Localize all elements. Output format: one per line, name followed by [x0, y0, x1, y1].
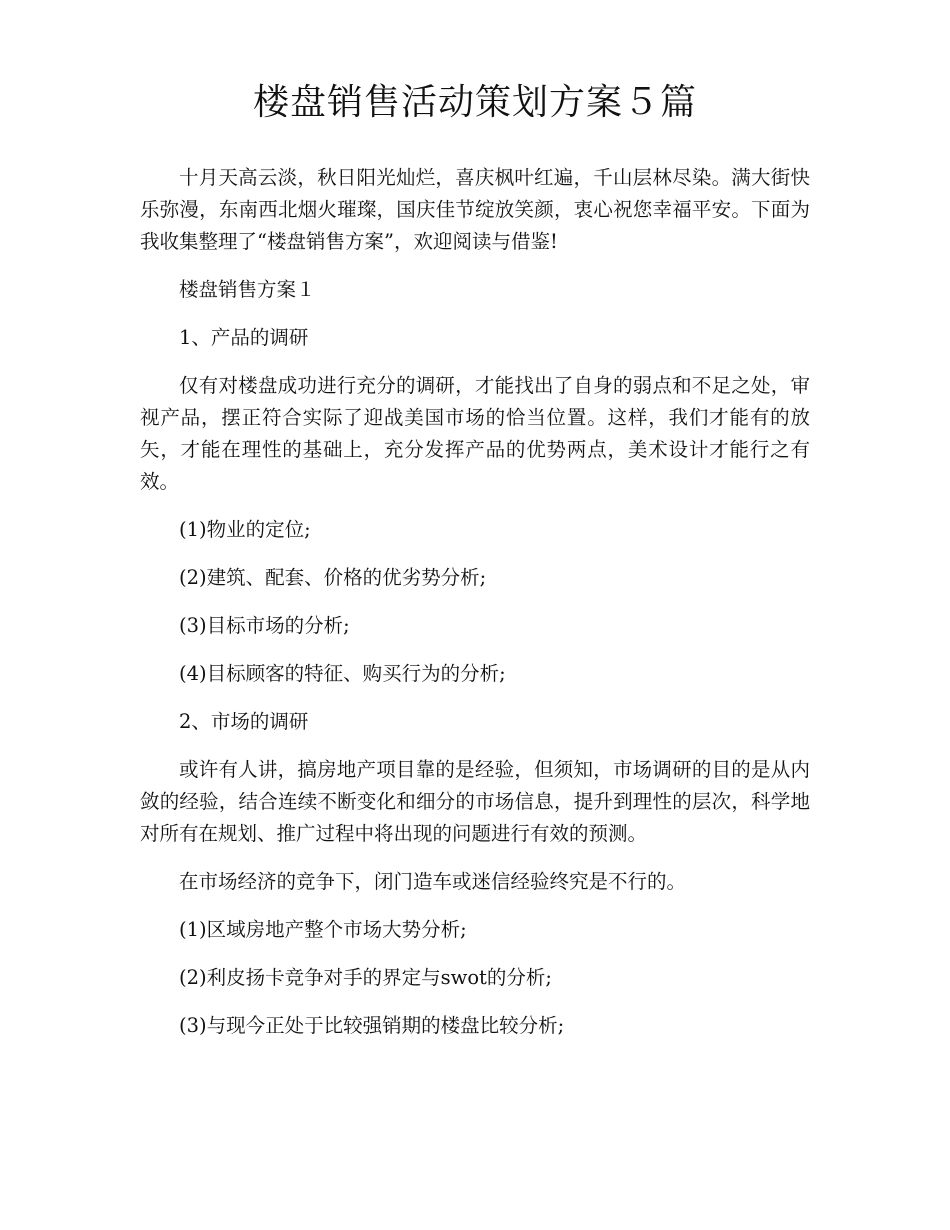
body-paragraph: 在市场经济的竞争下，闭门造车或迷信经验终究是不行的。 — [179, 870, 687, 893]
list-item: (2)建筑、配套、价格的优劣势分析; — [179, 566, 487, 589]
list-item: (3)与现今正处于比较强销期的楼盘比较分析; — [179, 1014, 565, 1037]
body-paragraph: 或许有人讲，搞房地产项目靠的是经验，但须知，市场调研的目的是从内敛的经验，结合连续不断变化和细分的市场信息，提升到理性的层次，科学地对所有在规划、推广过程中将出现的问题进行有效的预测。 — [140, 758, 810, 845]
subsection-heading: 2、市场的调研 — [179, 710, 309, 733]
section-heading: 楼盘销售方案１ — [179, 278, 316, 301]
intro-paragraph: 十月天高云淡，秋日阳光灿烂，喜庆枫叶红遍，千山层林尽染。满大街快乐弥漫，东南西北烟火璀璨，国庆佳节绽放笑颜，衷心祝您幸福平安。下面为我收集整理了“楼盘销售方案”，欢迎阅读与借鉴! — [140, 166, 810, 253]
document-body — [140, 162, 810, 1042]
subsection-heading: 1、产品的调研 — [179, 326, 309, 349]
list-item: (1)区域房地产整个市场大势分析; — [179, 918, 467, 941]
document-title: 楼盘销售活动策划方案５篇 — [252, 82, 697, 123]
list-item: (1)物业的定位; — [179, 518, 311, 541]
list-item: (2)利皮扬卡竞争对手的界定与swot的分析; — [179, 966, 552, 989]
list-item: (3)目标市场的分析; — [179, 614, 350, 637]
list-item: (4)目标顾客的特征、购买行为的分析; — [179, 662, 506, 685]
body-paragraph: 仅有对楼盘成功进行充分的调研，才能找出了自身的弱点和不足之处，审视产品，摆正符合实际了迎战美国市场的恰当位置。这样，我们才能有的放矢，才能在理性的基础上，充分发挥产品的优势两点，美术设计才能行之有效。 — [140, 374, 810, 493]
